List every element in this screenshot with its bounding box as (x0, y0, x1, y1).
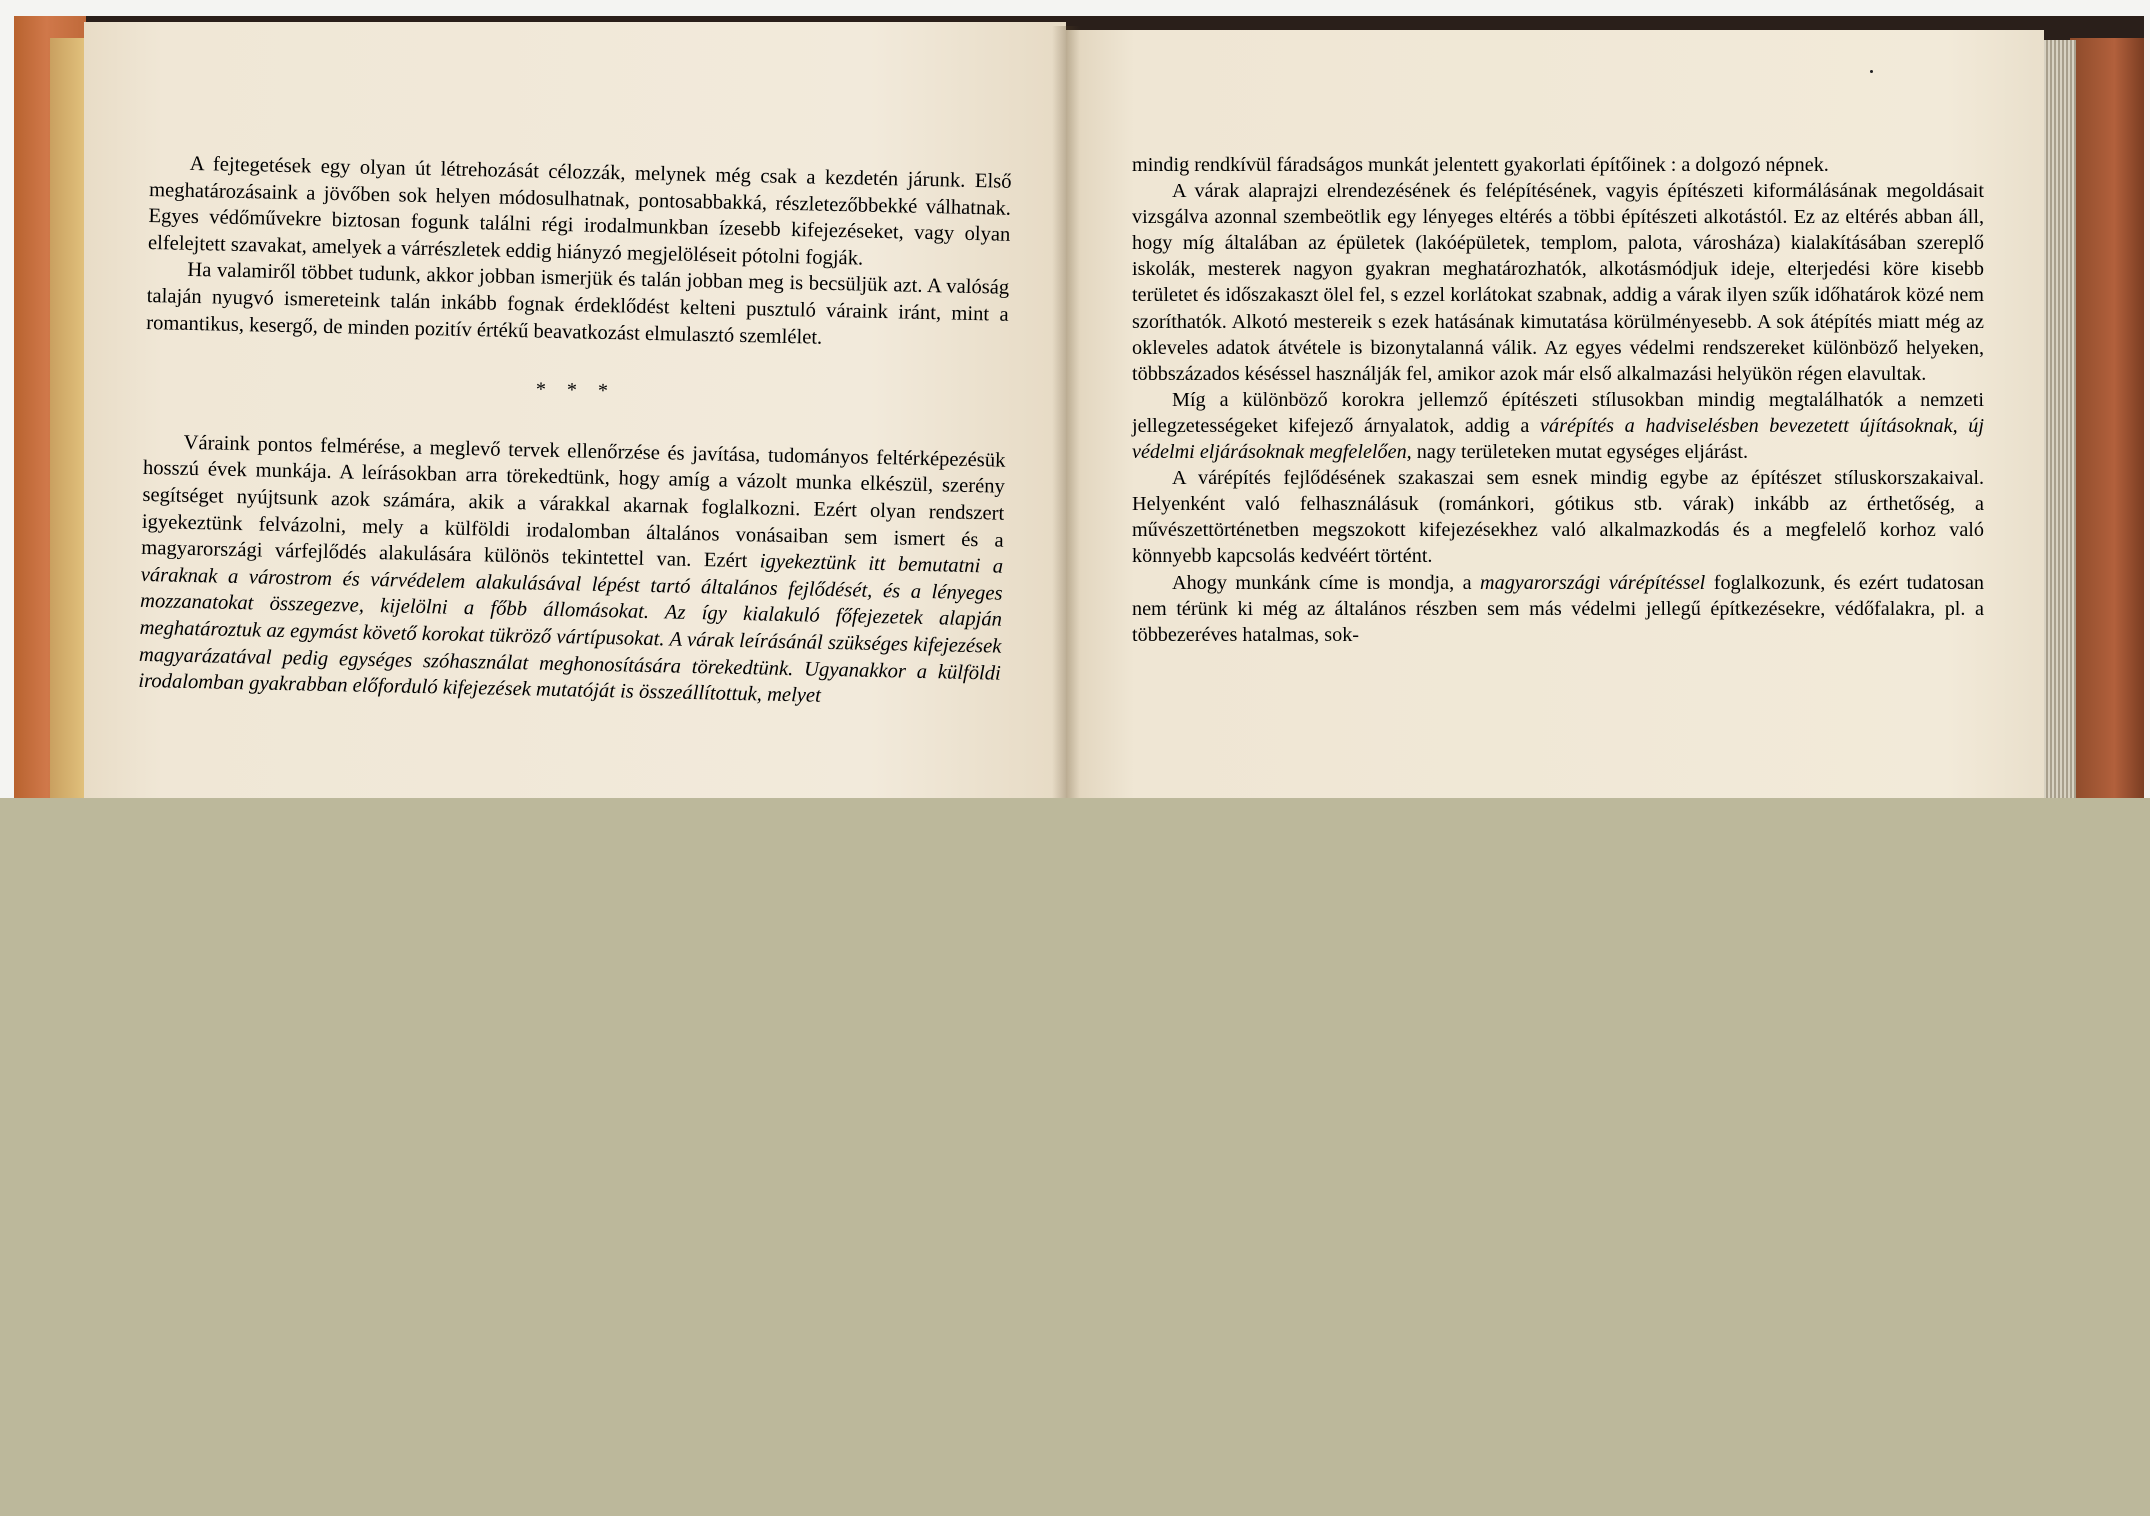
right-paragraph-5-end: foglalkozunk, és ezért tudatosan nem térünk ki még az általános részben sem más védelmi jellegű építkezésekre, védőfalakra, pl. a többezeréves hatalmas, sok- (1132, 571, 1985, 646)
blank-background-area (0, 798, 2150, 1516)
left-paragraph-3-italic: igyekeztünk itt bemutatni a váraknak a várostrom és várvédelem alakulásával lépést tartó általános fejlődését, és a lényeges mozzanatokat összegezve, kijelölni a főbb állomásokat. Az így kialakuló főfejezetek alapján meghatároztuk az egymást követő korokat tükröző vártípusokat. A várak leírásánál szükséges kifejezések magyarázatával pedig egységes szóhasználat meghonosítására törekedtünk. Ugyanakkor a külföldi irodalomban gyakrabban előforduló kifejezések mutatóját is összeállítottuk, melyet (138, 550, 1004, 707)
left-paragraph-3-roman: Váraink pontos felmérése, a meglevő tervek ellenőrzése és javítása, tudományos feltérképezésük hosszú évek munkája. A leírásokban arra törekedtünk, hogy amíg a vázolt munka elkészül, szerény segítséget nyújtsunk azok számára, akik a várakkal akarnak foglalkozni. Ezért olyan rendszert igyekeztünk felvázolni, mely a külföldi irodalomban általános vonásaiban sem ismert és a magyarországi várfejlődés alakulására különös tekintettel van. Ezért (141, 431, 1006, 573)
right-paragraph-1: mindig rendkívül fáradságos munkát jelentett gyakorlati építőinek : a dolgozó népnek. (1132, 154, 1829, 176)
page-edges (2040, 40, 2076, 798)
right-paragraph-5-start: Ahogy munkánk címe is mondja, a (1172, 571, 1481, 594)
left-paragraph-1: A fejtegetések egy olyan út létrehozását célozzák, melynek még csak a kezdetén járunk. Első meghatározásaink a jövőben sok helyen módosulhatnak, pontosabbakká, részletezőbbekké válhatnak. Egyes védőművekre biztosan fogunk találni régi irodalmunkban ízesebb kifejezéseket, vagy olyan elfelejtett szavakat, amelyek a várrészletek eddig hiányzó megjelöléseit pótolni fogják. (147, 152, 1012, 270)
book-gutter (1052, 26, 1080, 798)
section-separator: * * * (535, 378, 617, 403)
right-paragraph-5-italic: magyarországi várépítéssel (1480, 571, 1706, 594)
right-page-text (1132, 152, 1984, 648)
right-paragraph-3-italic: várépítés a hadviselésben bevezetett újításoknak, új védelmi eljárásoknak megfelelően, (1132, 414, 1985, 464)
right-paragraph-5 (1132, 570, 1984, 648)
right-paragraph-2: A várak alaprajzi elrendezésének és felépítésének, vagyis építészeti kiformálásának megoldásait vizsgálva azonnal szembeötlik egy lényeges eltérés a többi építészeti alkotástól. Ez az eltérés abban áll, hogy míg általában az épületek (lakóépületek, templom, palota, városháza) kialakításában szereplő iskolák, mesterek nagyon gyakran meghatározhatók, alkotásmódjuk ideje, elterjedési köre kisebb területet és időszakaszt ölel fel, s ezzel korlátokat szabnak, addig a várak ilyen szűk időhatárok közé nem szoríthatók. Alkotó mestereik s ezek hatásának kimutatása körülményesebb. A sok átépítés miatt még az okleveles adatok átvétele is bizonytalanná válik. Az egyes védelmi rendszereket különböző helyeken, többszázados késéssel használják fel, amikor azok már első alkalmazási helyükön régen elavultak. (1132, 180, 1984, 385)
stray-mark (1870, 70, 1873, 73)
right-paragraph-4: A várépítés fejlődésének szakaszai sem esnek mindig egybe az építészet stíluskorszakaival. Helyenként való felhasználásuk (románkori, gótikus stb. várak) inkább az érthetőség, a művészettörténetben megszokott kifejezésekhez való alkalmazkodás és a megfelelő korhoz való könnyebb kapcsolás kedvéért történt. (1132, 467, 1984, 568)
right-paragraph-3-start: Míg a különböző korokra jellemző építészeti stílusokban mindig megtalálhatók a nemzeti jellegzetességeket kifejező árnyalatok, addig a (1132, 388, 1984, 437)
right-paragraph-3 (1132, 387, 1984, 465)
left-page-text (138, 150, 1012, 713)
right-cover (2070, 38, 2144, 798)
left-paragraph-3 (138, 429, 1006, 714)
left-endpaper (50, 38, 86, 798)
right-paragraph-3-end: nagy területeken mutat egységes eljárást. (1411, 441, 1749, 464)
left-paragraph-2: Ha valamiről többet tudunk, akkor jobban ismerjük és talán jobban meg is becsüljük azt. A valóság talaján nyugvó ismereteink talán inkább fognak érdeklődést kelteni pusztuló váraink iránt, mint a romantikus, kesergő, de minden pozitív értékű beavatkozást elmulasztó szemlélet. (145, 259, 1010, 349)
